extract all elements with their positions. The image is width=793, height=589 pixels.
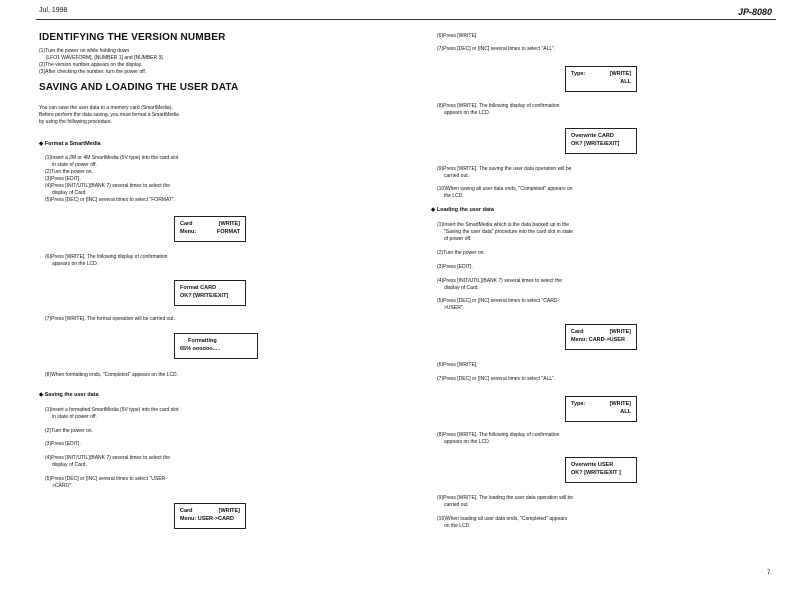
lcd-format-confirm xyxy=(174,280,246,306)
lcd-text: Format CARD xyxy=(180,285,217,291)
header-date: Jul, 1998 xyxy=(39,7,68,14)
step-line: in state of power off. xyxy=(52,414,97,420)
lcd-text: OK? [WRITE/EXIT] xyxy=(571,140,620,147)
load-step-4 xyxy=(437,278,767,292)
version-steps xyxy=(39,48,379,76)
load-step-5 xyxy=(437,298,767,312)
step-line: carried out. xyxy=(444,173,470,179)
load-step-3: (3)Press [EDIT]. xyxy=(437,264,473,270)
intro-line: Before perform the data saving, you must format a SmartMedia xyxy=(39,112,179,118)
lcd-text: Type: xyxy=(571,401,586,407)
step-line: (9)Press [WRITE]. The saving the user data operation will be xyxy=(437,166,572,172)
lcd-text: ALL xyxy=(620,408,631,415)
save-step-8 xyxy=(437,103,767,117)
loading-subtitle: ◆ Loading the user data xyxy=(431,207,494,213)
version-step: (2)The version number appears on the display. xyxy=(39,62,143,68)
lcd-text: Card xyxy=(571,329,584,335)
load-step-7: (7)Press [DEC] or [INC] several times to select "ALL". xyxy=(437,376,556,382)
load-step-1 xyxy=(437,222,767,243)
lcd-card-to-user xyxy=(565,324,637,350)
step-line: (1)Insert a formatted SmartMedia (5V type) into the card slot xyxy=(45,407,179,413)
load-step-8 xyxy=(437,432,767,446)
lcd-text: Overwrite CARD xyxy=(571,133,614,139)
format-step: in state of power off. xyxy=(52,162,97,168)
lcd-overwrite-user xyxy=(565,457,637,483)
version-step: (3)After checking the number, turn the power off. xyxy=(39,69,147,75)
lcd-text: [WRITE] xyxy=(609,71,631,77)
step-line: (4)Press [INIT/UTIL](BANK 7) several times to select the xyxy=(45,455,171,461)
load-step-9 xyxy=(437,495,767,509)
format-step: (4)Press [INIT/UTIL](BANK 7) several times to select the xyxy=(45,183,171,189)
lcd-text: Menu: xyxy=(180,228,197,235)
step-line: display of Card. xyxy=(444,285,479,291)
lcd-text: Card xyxy=(180,221,193,227)
format-step-6 xyxy=(45,254,375,268)
lcd-text: Type: xyxy=(571,71,586,77)
save-step-10 xyxy=(437,186,767,200)
step-line: appears on the LCD. xyxy=(444,110,491,116)
lcd-text: OK? [WRITE/EXIT ] xyxy=(571,469,621,476)
version-section-title: IDENTIFYING THE VERSION NUMBER xyxy=(39,32,226,43)
intro-line: by using the following procedure. xyxy=(39,119,113,125)
step-line: appears on the LCD. xyxy=(52,261,99,267)
save-step-7: (7)Press [DEC] or [INC] several times to select "ALL". xyxy=(437,46,556,52)
saving-section-title: SAVING AND LOADING THE USER DATA xyxy=(39,82,239,93)
step-line: (10)When saving all user data ends, "Completed" appears on xyxy=(437,186,573,192)
page-number: 7 xyxy=(767,570,771,576)
lcd-text: FORMAT xyxy=(216,228,240,235)
step-line: on the LCD. xyxy=(444,523,471,529)
lcd-text: [WRITE] xyxy=(609,329,631,335)
saving-step-5 xyxy=(45,476,375,490)
lcd-text: OK? [WRITE/EXIT] xyxy=(180,292,229,299)
step-line: >USER" xyxy=(444,305,463,311)
format-step: (3)Press [EDIT]. xyxy=(45,176,81,182)
saving-step-4 xyxy=(45,455,375,469)
lcd-text: [WRITE] xyxy=(218,221,240,227)
lcd-text: Overwrite USER xyxy=(571,462,614,468)
step-line: (6)Press [WRITE]. The following display of confirmation xyxy=(45,254,168,260)
lcd-text: Menu: CARD->USER xyxy=(571,336,625,343)
saving-intro xyxy=(39,105,379,126)
version-step: (1)Turn the power on while holding down xyxy=(39,48,130,54)
step-line: display of Card. xyxy=(52,462,87,468)
format-step: (5)Press [DEC] or [INC] several times to select "FORMAT". xyxy=(45,197,176,203)
format-step-8: (8)When formatting ends, "Completed" appears on the LCD. xyxy=(45,372,179,378)
format-step: (2)Turn the power on. xyxy=(45,169,93,175)
saving-subtitle: ◆ Saving the user data xyxy=(39,392,99,398)
step-line: appears on the LCD. xyxy=(444,439,491,445)
saving-step-2: (2)Turn the power on. xyxy=(45,428,93,434)
load-step-10 xyxy=(437,516,767,530)
lcd-formatting xyxy=(174,333,258,359)
step-line: carried out. xyxy=(444,502,470,508)
intro-line: You can save the user data to a memory card (SmartMedia). xyxy=(39,105,173,111)
lcd-text: Formatting xyxy=(188,338,217,344)
format-step-7: (7)Press [WRITE]. The format operation will be carried out. xyxy=(45,316,175,322)
lcd-text: [WRITE] xyxy=(609,401,631,407)
lcd-user-to-card xyxy=(174,503,246,529)
saving-step-3: (3)Press [EDIT]. xyxy=(45,441,81,447)
save-step-9 xyxy=(437,166,767,180)
header-model: JP-8080 xyxy=(738,7,773,17)
step-line: (1)Insert the SmartMedia which is the data backed up in the xyxy=(437,222,570,228)
step-line: "Saving the user data" procedure into the card slot in state xyxy=(444,229,573,235)
load-step-6: (6)Press [WRITE]. xyxy=(437,362,478,368)
step-line: (4)Press [INIT/UTIL](BANK 7) several times to select the xyxy=(437,278,563,284)
format-step: display of Card. xyxy=(52,190,87,196)
lcd-overwrite-card xyxy=(565,128,637,154)
step-line: (5)Press [DEC] or [INC] several times to select "USER- xyxy=(45,476,167,482)
step-line: of power off. xyxy=(444,236,472,242)
step-line: (5)Press [DEC] or [INC] several times to select "CARD- xyxy=(437,298,560,304)
save-step-6: (6)Press [WRITE]. xyxy=(437,33,478,39)
lcd-format-menu xyxy=(174,216,246,242)
step-line: (8)Press [WRITE]. The following display of confirmation xyxy=(437,432,560,438)
format-step: (1)Insert a 2M or 4M SmartMedia (5V type) into the card slot xyxy=(45,155,179,161)
load-step-2: (2)Turn the power on. xyxy=(437,250,485,256)
lcd-text: Card xyxy=(180,508,193,514)
lcd-type-all-save xyxy=(565,66,637,92)
format-subtitle: ◆ Format a SmartMedia xyxy=(39,141,101,147)
version-step: [LFO1 WAVEFORM], [NUMBER 1] and [NUMBER 3]. xyxy=(46,55,165,61)
step-line: the LCD. xyxy=(444,193,464,199)
step-line: (10)When loading all user data ends, "Completed" appears xyxy=(437,516,568,522)
format-steps xyxy=(45,155,375,204)
step-line: (9)Press [WRITE]. The loading the user data operation will be xyxy=(437,495,574,501)
lcd-text: ALL xyxy=(620,78,631,85)
lcd-type-all-load xyxy=(565,396,637,422)
step-line: (8)Press [WRITE]. The following display of confirmation xyxy=(437,103,560,109)
lcd-text: Menu: USER->CARD xyxy=(180,515,234,522)
lcd-text: 65% oooooo... . xyxy=(180,345,221,352)
saving-step-1 xyxy=(45,407,375,421)
step-line: >CARD" xyxy=(52,483,71,489)
lcd-text: [WRITE] xyxy=(218,508,240,514)
header-rule xyxy=(36,19,776,20)
